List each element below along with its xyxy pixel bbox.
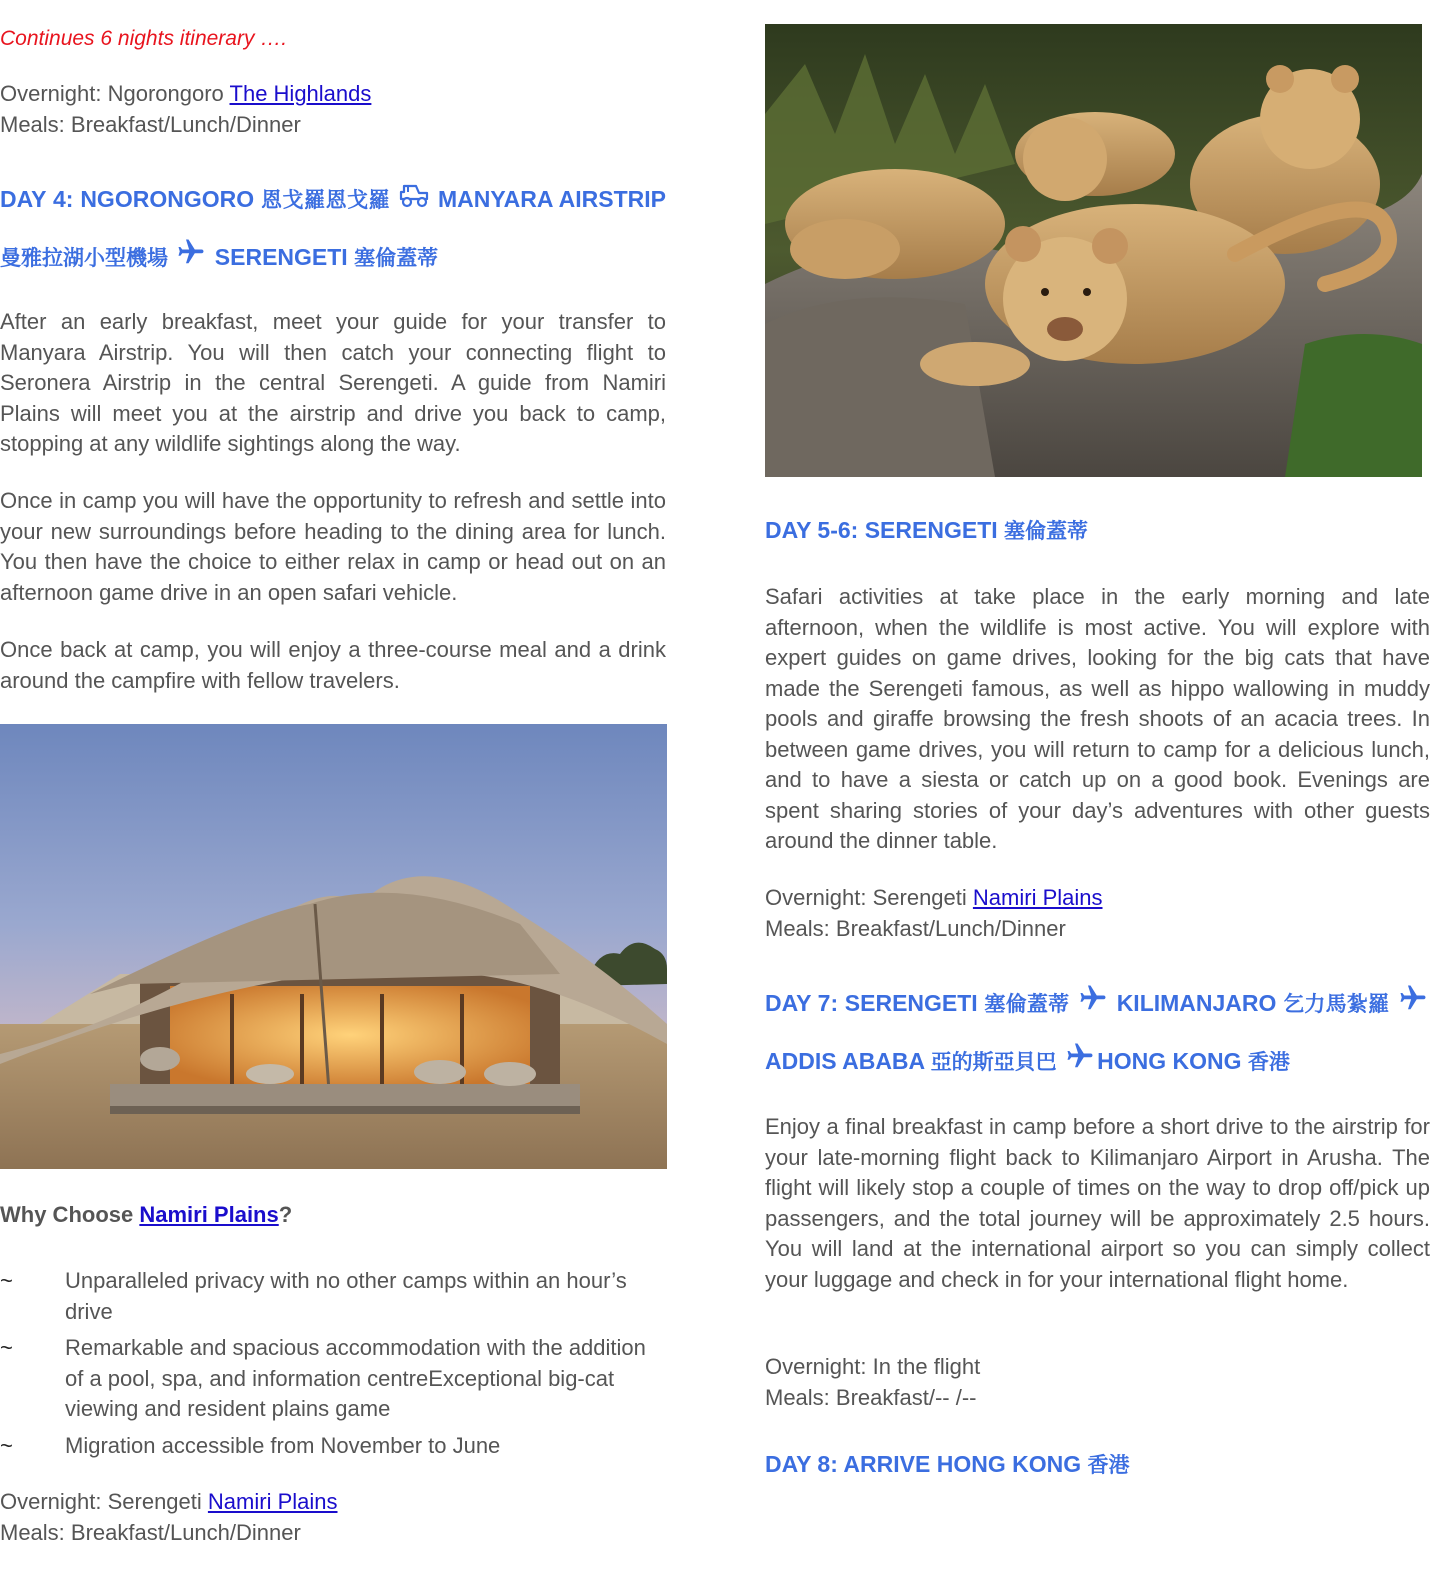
day4-heading-cjk: 恩戈羅恩戈羅 <box>261 188 391 212</box>
day7-heading-text: DAY 7: SERENGETI <box>765 990 985 1016</box>
bullet-symbol: ~ <box>0 1335 13 1360</box>
meals-line: Meals: Breakfast/Lunch/Dinner <box>765 915 1066 941</box>
day4-heading-cjk-2: 曼雅拉湖小型機場 <box>0 246 168 270</box>
day7-heading <box>765 975 1430 1091</box>
day7-heading-text-4: HONG KONG <box>1097 1048 1248 1074</box>
day7-heading-text-2: KILIMANJARO <box>1116 990 1284 1016</box>
day7-paragraph: Enjoy a final breakfast in camp before a short drive to the airstrip for your late-morning flight back to Kilimanjaro Airport in Arusha. The flight will likely stop a couple of times on the way to drop off/pick up passengers, and the total journey will be approximately 2.5 hours. You will land at the international airport so you can simply collect your luggage and check in for your international flight home. <box>765 1114 1430 1292</box>
day7-heading-cjk: 塞倫蓋蒂 <box>984 992 1070 1016</box>
day56-accommodation <box>765 883 1430 944</box>
day4-heading-cjk-3: 塞倫蓋蒂 <box>354 246 439 270</box>
day4-heading-text: DAY 4: NGORONGORO <box>0 186 262 212</box>
bullet-symbol: ~ <box>0 1432 13 1458</box>
day4-paragraph-3: Once back at camp, you will enjoy a three-course meal and a drink around the campfire with fellow travelers. <box>0 637 666 693</box>
overnight-label: Overnight: Serengeti <box>0 1489 208 1514</box>
day7-heading-cjk-4: 香港 <box>1247 1050 1290 1074</box>
meals-line: Meals: Breakfast/Lunch/Dinner <box>0 111 301 137</box>
day56-heading-cjk: 塞倫蓋蒂 <box>1004 519 1089 543</box>
day7-heading-cjk-2: 乞力馬紮羅 <box>1283 992 1390 1016</box>
list-item <box>0 1333 660 1425</box>
day8-heading <box>765 1436 1430 1493</box>
day4-heading <box>0 171 666 287</box>
day4-accommodation <box>0 1487 666 1548</box>
day7-heading-cjk-3: 亞的斯亞貝巴 <box>930 1050 1057 1074</box>
why-choose-prefix: Why Choose <box>0 1202 140 1227</box>
day4-paragraph-1: After an early breakfast, meet your guide for your transfer to Manyara Airstrip. You will then catch your connecting flight to Seronera Airstrip in the central Serengeti. A guide from Namiri Plains will meet you at the airstrip and drive you back to camp, stopping at any wildlife sightings along the way. <box>0 309 666 456</box>
day4-heading-text-3: SERENGETI <box>214 244 355 270</box>
safari-tent-photo <box>0 724 667 1169</box>
airplane-icon <box>1076 977 1110 1033</box>
jeep-icon <box>397 173 431 229</box>
day56-heading-text: DAY 5-6: SERENGETI <box>765 517 1005 543</box>
overnight-line <box>0 79 666 110</box>
day4-paragraph-2: Once in camp you will have the opportunity to refresh and settle into your new surroundings before heading to the dining area for lunch. You then have the choice to either relax in camp or head out on an afternoon game drive in an open safari vehicle. <box>0 488 666 605</box>
day56-paragraph: Safari activities at take place in the early morning and late afternoon, when the wildlife is most active. You will explore with expert guides on game drives, looking for the big cats that have made the Serengeti famous, as well as hippo wallowing in muddy pools and giraffe browsing the fresh shoots of an acacia trees. In between game drives, you will return to camp for a delicious lunch, and to have a siesta or catch up on a good book. Evenings are spent sharing stories of your day’s adventures with other guests around the dinner table. <box>765 584 1430 853</box>
the-highlands-link[interactable]: The Highlands <box>229 81 372 106</box>
why-choose-heading <box>0 1200 666 1231</box>
overnight-line <box>0 1487 666 1518</box>
airplane-icon <box>174 231 208 287</box>
why-choose-suffix: ? <box>278 1202 293 1227</box>
continues-note: Continues 6 nights itinerary …. <box>0 27 288 50</box>
day8-heading-cjk: 香港 <box>1087 1453 1130 1477</box>
day7-heading-text-3: ADDIS ABABA <box>765 1048 931 1074</box>
meals-line: Meals: Breakfast/-- /-- <box>765 1384 977 1410</box>
namiri-plains-link[interactable]: Namiri Plains <box>207 1489 338 1514</box>
airplane-icon <box>1396 977 1430 1033</box>
airplane-icon <box>1063 1035 1097 1091</box>
overnight-label: Overnight: Ngorongoro <box>0 81 230 106</box>
day8-heading-text: DAY 8: ARRIVE HONG KONG <box>765 1451 1088 1477</box>
why-choose-list <box>0 1266 660 1467</box>
list-item-text: Unparalleled privacy with no other camps within an hour’s drive <box>65 1268 627 1324</box>
list-item <box>0 1431 660 1462</box>
namiri-plains-link[interactable]: Namiri Plains <box>139 1202 279 1227</box>
list-item <box>0 1266 660 1327</box>
day3-accommodation <box>0 79 666 140</box>
list-item-text: Remarkable and spacious accommodation with the addition of a pool, spa, and information centreExceptional big-cat viewing and resident plains game <box>65 1335 646 1421</box>
lion-cubs-photo <box>765 24 1422 477</box>
day4-heading-text-2: MANYARA AIRSTRIP <box>438 186 667 212</box>
meals-line: Meals: Breakfast/Lunch/Dinner <box>0 1519 301 1545</box>
day56-heading <box>765 502 1430 559</box>
overnight-label: Overnight: Serengeti <box>765 885 973 910</box>
namiri-plains-link[interactable]: Namiri Plains <box>972 885 1103 910</box>
bullet-symbol: ~ <box>0 1268 13 1293</box>
list-item-text: Migration accessible from November to June <box>65 1432 501 1458</box>
day7-accommodation <box>765 1352 1430 1413</box>
overnight-line <box>765 883 1430 914</box>
overnight-line: Overnight: In the flight <box>765 1354 981 1379</box>
